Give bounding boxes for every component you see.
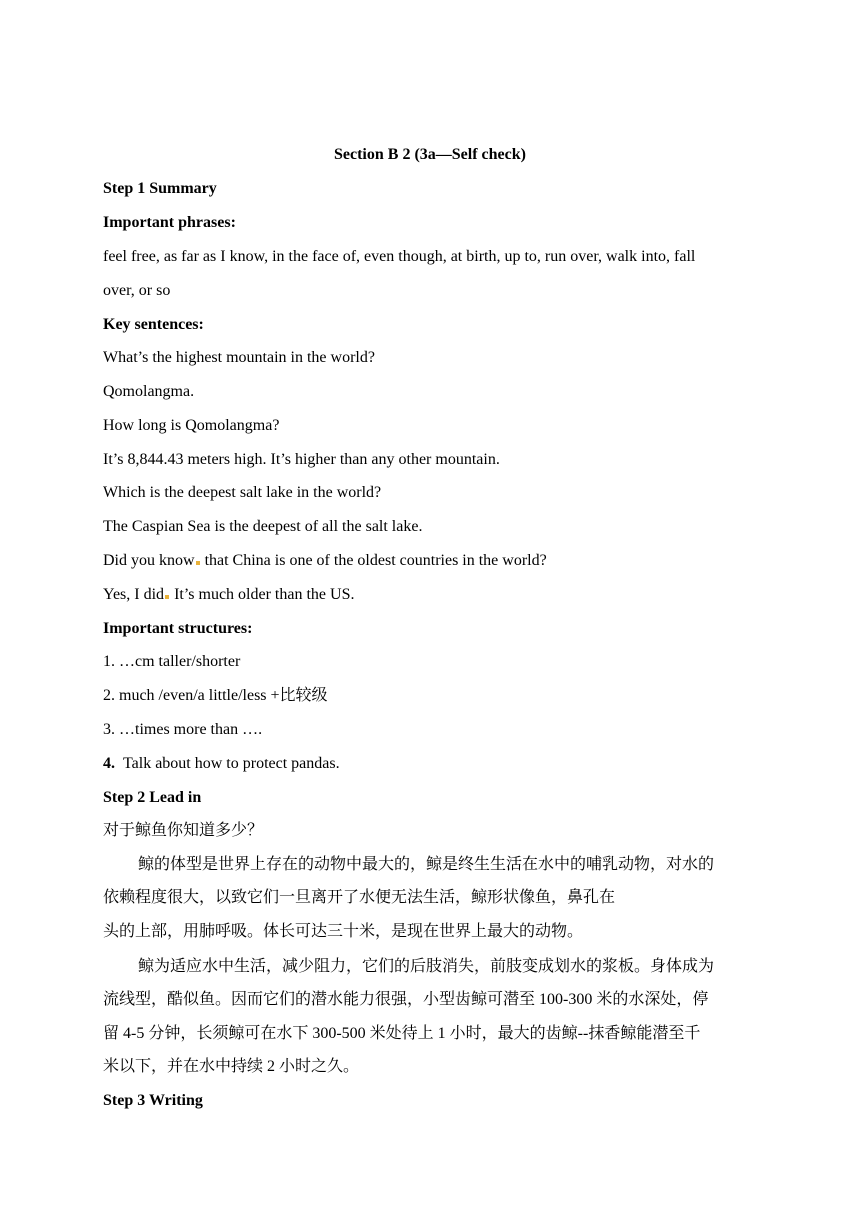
key-sentence	[103, 551, 547, 571]
structures-heading: Important structures:	[103, 620, 253, 637]
lead-in-question: 对于鲸鱼你知道多少？	[103, 822, 264, 839]
step2-heading: Step 2 Lead in	[103, 789, 202, 806]
key-sentence: The Caspian Sea is the deepest of all the salt lake.	[103, 518, 423, 535]
page-title: Section B 2 (3a—Self check)	[334, 146, 526, 163]
key-sentence: Which is the deepest salt lake in the world?	[103, 484, 382, 501]
key-sentence: What’s the highest mountain in the world?	[103, 349, 375, 366]
structure-number: 4.	[103, 755, 115, 772]
edit-mark	[196, 561, 200, 565]
paragraph-line: 头的上部，用肺呼吸。体长可达三十米，是现在世界上最大的动物。	[103, 923, 584, 940]
structure-text: Talk about how to protect pandas.	[123, 755, 340, 772]
key-sentence-part: that China is one of the oldest countries in the world?	[200, 552, 547, 569]
key-sentence: It’s 8,844.43 meters high. It’s higher than any other mountain.	[103, 451, 500, 468]
step3-heading: Step 3 Writing	[103, 1092, 203, 1109]
edit-mark	[165, 595, 169, 599]
key-sentence-part: Did you know	[103, 552, 195, 569]
key-sentence: Qomolangma.	[103, 383, 195, 400]
paragraph-line: 鲸为适应水中生活，减少阻力，它们的后肢消失，前肢变成划水的浆板。身体成为	[138, 958, 715, 975]
key-sentence: How long is Qomolangma?	[103, 417, 280, 434]
phrases-heading: Important phrases:	[103, 214, 236, 231]
paragraph-line: 留 4-5 分钟，长须鲸可在水下 300-500 米处待上 1 小时，最大的齿鲸--抹香鲸能潜至千	[103, 1025, 701, 1042]
structure-item: 1. …cm taller/shorter	[103, 653, 241, 670]
paragraph-line: 鲸的体型是世界上存在的动物中最大的，鲸是终生生活在水中的哺乳动物，对水的	[138, 856, 715, 873]
key-sentence-part: It’s much older than the US.	[170, 586, 355, 603]
structure-item: 3. …times more than ….	[103, 721, 263, 738]
phrases-line-2: over, or so	[103, 282, 171, 299]
key-sentence-part: Yes, I did	[103, 586, 165, 603]
step1-heading: Step 1 Summary	[103, 180, 217, 197]
phrases-line-1: feel free, as far as I know, in the face of, even though, at birth, up to, run over, walk into, fall	[103, 248, 696, 265]
structure-item	[103, 754, 340, 774]
paragraph-line: 米以下，并在水中持续 2 小时之久。	[103, 1058, 360, 1075]
key-sentence	[103, 585, 354, 605]
structure-item: 2. much /even/a little/less +比较级	[103, 687, 328, 704]
sentences-heading: Key sentences:	[103, 316, 204, 333]
paragraph-line: 流线型，酷似鱼。因而它们的潜水能力很强，小型齿鲸可潜至 100-300 米的水深处，停	[103, 991, 709, 1008]
paragraph-line: 依赖程度很大，以致它们一旦离开了水便无法生活，鲸形状像鱼，鼻孔在	[103, 889, 616, 906]
